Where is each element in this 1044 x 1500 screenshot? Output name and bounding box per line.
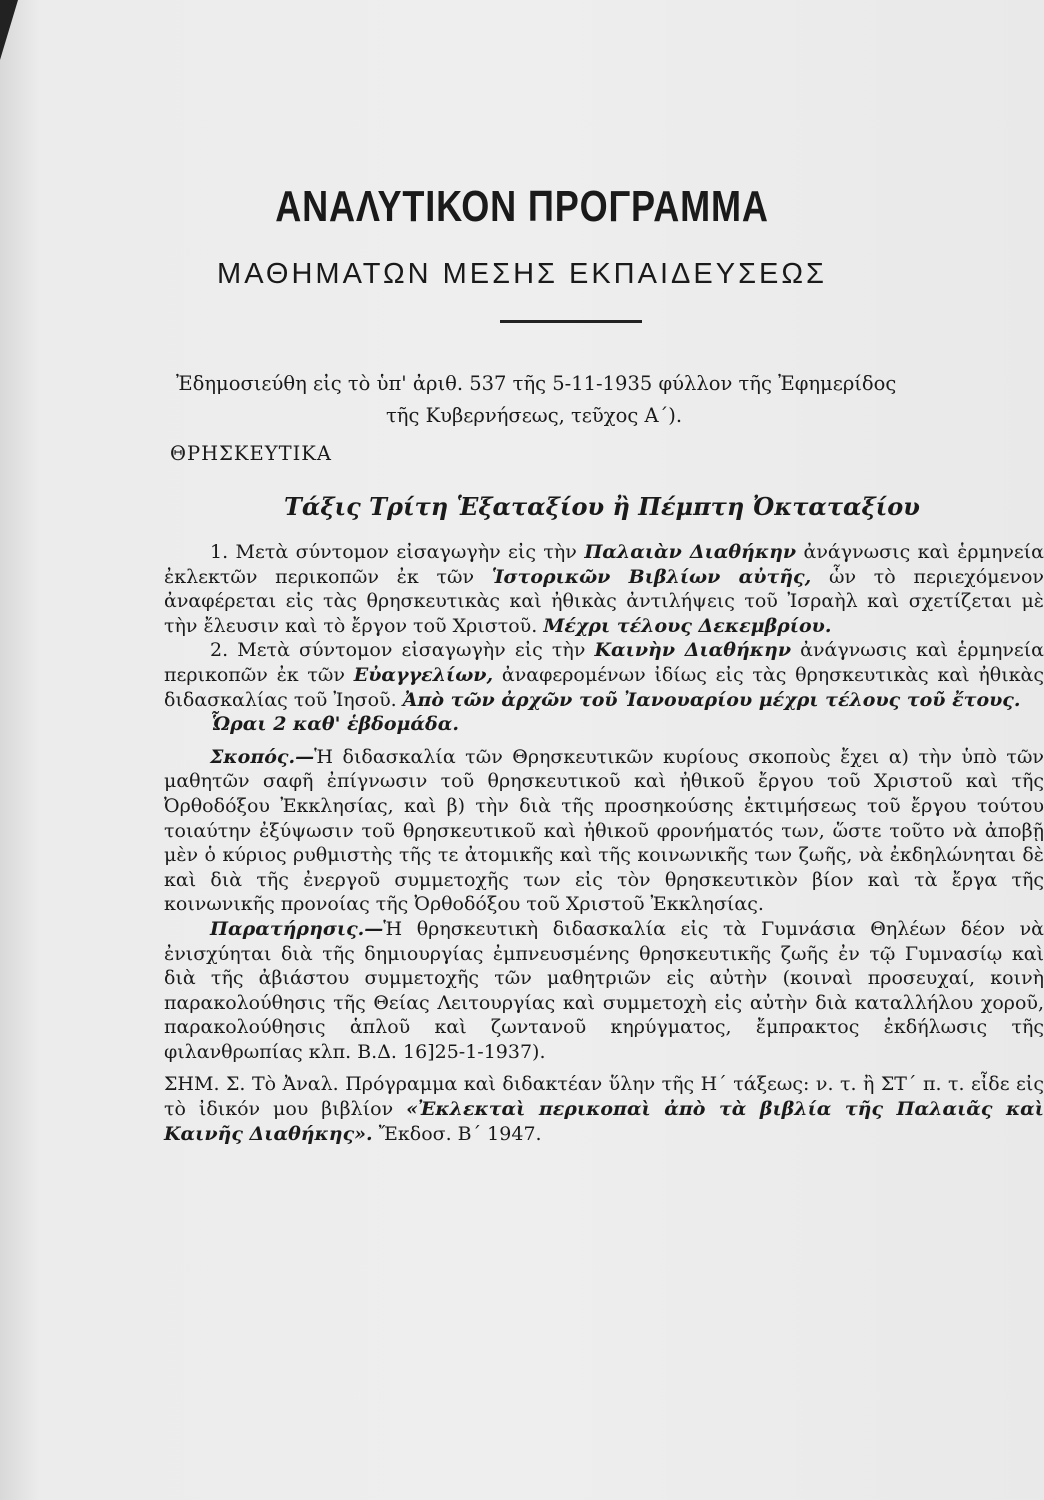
document-body bbox=[164, 540, 1044, 1146]
p1-text-a: 1. Μετὰ σύντομον εἰσαγωγὴν εἰς τὴν bbox=[210, 541, 577, 563]
scan-corner-shadow bbox=[0, 0, 18, 60]
paragraph-1 bbox=[164, 540, 1044, 638]
note-paragraph bbox=[164, 917, 1044, 1065]
p2-emphasis-d: Εὐαγγελίων, bbox=[353, 663, 494, 686]
p1-emphasis-b: Παλαιὰν Διαθήκην bbox=[584, 541, 797, 563]
p1-emphasis-f: Μέχρι τέλους Δεκεμβρίου. bbox=[543, 614, 832, 637]
footnote-paragraph bbox=[164, 1072, 1044, 1146]
p2-text-c: ἀνάγνωσις καὶ ἑρμηνεία περικοπῶν ἐκ τῶν bbox=[164, 639, 1044, 686]
footnote-book-title: «Ἐκλεκταὶ περικοπαὶ ἀπὸ τὰ βιβλία τῆς Παλαιᾶς καὶ Καινῆς Διαθήκης». bbox=[164, 1098, 1044, 1145]
p1-text-c: ἀνάγνωσις καὶ ἑρμηνεία ἐκλεκτῶν περικοπῶν ἐκ τῶν bbox=[164, 541, 1044, 588]
class-title: Τάξις Τρίτη Ἑξαταξίου ἢ Πέμπτη Ὀκταταξίου bbox=[284, 492, 920, 521]
title-divider bbox=[500, 320, 642, 323]
note-label: Παρατήρησις.— bbox=[210, 917, 384, 940]
publication-note-line-2: τῆς Κυβερνήσεως, τεῦχος Α΄). bbox=[386, 404, 683, 427]
p1-text-e: ὧν τὸ περιεχόμενον ἀναφέρεται εἰς τὰς θρησκευτικὰς καὶ ἠθικὰς ἀντιλήψεις τοῦ Ἰσραὴλ καὶ σχετίζεται μὲ τὴν ἔλευσιν καὶ τὸ ἔργον τοῦ Χριστοῦ. bbox=[164, 565, 1044, 637]
p2-text-e: ἀναφερομένων ἰδίως εἰς τὰς θρησκευτικὰς καὶ ἠθικὰς διδασκαλίας τοῦ Ἰησοῦ. bbox=[164, 663, 1044, 711]
publication-note-line-1: Ἐδημοσιεύθη εἰς τὸ ὑπ' ἀριθ. 537 τῆς 5-11-1935 φύλλον τῆς Ἐφημερίδος bbox=[176, 372, 897, 395]
document-subtitle: ΜΑΘΗΜΑΤΩΝ ΜΕΣΗΣ ΕΚΠΑΙΔΕΥΣΕΩΣ bbox=[217, 258, 827, 290]
document-title: ΑΝΑΛΥΤΙΚΟΝ ΠΡΟΓΡΑΜΜΑ bbox=[275, 182, 769, 231]
footnote-edition: Ἔκδοσ. Β΄ 1947. bbox=[378, 1122, 542, 1145]
p2-emphasis-f: Ἀπὸ τῶν ἀρχῶν τοῦ Ἰανουαρίου μέχρι τέλους τοῦ ἔτους. bbox=[402, 688, 1021, 711]
note-text: Ἡ θρησκευτικὴ διδασκαλία εἰς τὰ Γυμνάσια Θηλέων δέον νὰ ἐνισχύηται διὰ τῆς δημιουργίας ἐμπνευσμένης θρησκευτικῆς ζωῆς ἐν τῷ Γυμνασίῳ καὶ διὰ τῆς ἀβιάστου συμμετοχῆς τῶν μαθητριῶν εἰς αὐτὴν (κοιναὶ προσευχαί, κοινὴ παρακολούθησις τῆς Θείας Λειτουργίας καὶ συμμετοχὴ εἰς αὐτὴν διὰ καταλλήλου χοροῦ, παρακολούθησις ἁπλοῦ καὶ ζωντανοῦ κηρύγματος, ἔμπρακτος ἐκδήλωσις τῆς φιλανθρωπίας κλπ. Β.Δ. 16]25-1-1937). bbox=[164, 917, 1044, 1063]
purpose-text: Ἡ διδασκαλία τῶν Θρησκευτικῶν κυρίους σκοποὺς ἔχει α) τὴν ὑπὸ τῶν μαθητῶν σαφῆ ἐπίγνωσιν τοῦ θρησκευτικοῦ καὶ ἠθικοῦ ἔργου τοῦ Χριστοῦ καὶ τῆς Ὀρθοδόξου Ἐκκλησίας, καὶ β) τὴν διὰ τῆς προσηκούσης ἐκτιμήσεως τοῦ ἔργου τούτου τοιαύτην ἐξύψωσιν τοῦ θρησκευτικοῦ καὶ ἠθικοῦ φρονήματός των, ὥστε τοῦτο νὰ ἀποβῇ μὲν ὁ κύριος ρυθμιστὴς τῆς τε ἀτομικῆς καὶ τῆς κοινωνικῆς των ζωῆς, νὰ ἐκδηλώνηται δὲ καὶ διὰ τῆς ἐνεργοῦ συμμετοχῆς των εἰς τὸν θρησκευτικὸν βίον καὶ τὰ ἔργα τῆς κοινωνικῆς προνοίας τῆς Ὀρθοδόξου τοῦ Χριστοῦ Ἐκκλησίας. bbox=[164, 745, 1044, 916]
p2-emphasis-b: Καινὴν Διαθήκην bbox=[594, 639, 792, 662]
purpose-paragraph bbox=[164, 745, 1044, 917]
purpose-label: Σκοπός.— bbox=[210, 745, 315, 768]
paragraph-2 bbox=[164, 638, 1044, 712]
footnote-text-a: ΣΗΜ. Σ. Τὸ Ἀναλ. Πρόγραμμα καὶ διδακτέαν ὕλην τῆς Η΄ τάξεως: ν. τ. ἢ ΣΤ΄ π. τ. εἶδε εἰς τὸ ἰδικόν μου βιβλίον bbox=[164, 1073, 1044, 1121]
hours-per-week: Ὧραι 2 καθ' ἑβδομάδα. bbox=[210, 713, 459, 736]
section-heading: ΘΡΗΣΚΕΥΤΙΚΑ bbox=[170, 442, 332, 465]
p1-emphasis-d: Ἱστορικῶν Βιβλίων αὐτῆς, bbox=[491, 565, 812, 588]
p2-text-a: 2. Μετὰ σύντομον εἰσαγωγὴν εἰς τὴν bbox=[210, 639, 586, 662]
